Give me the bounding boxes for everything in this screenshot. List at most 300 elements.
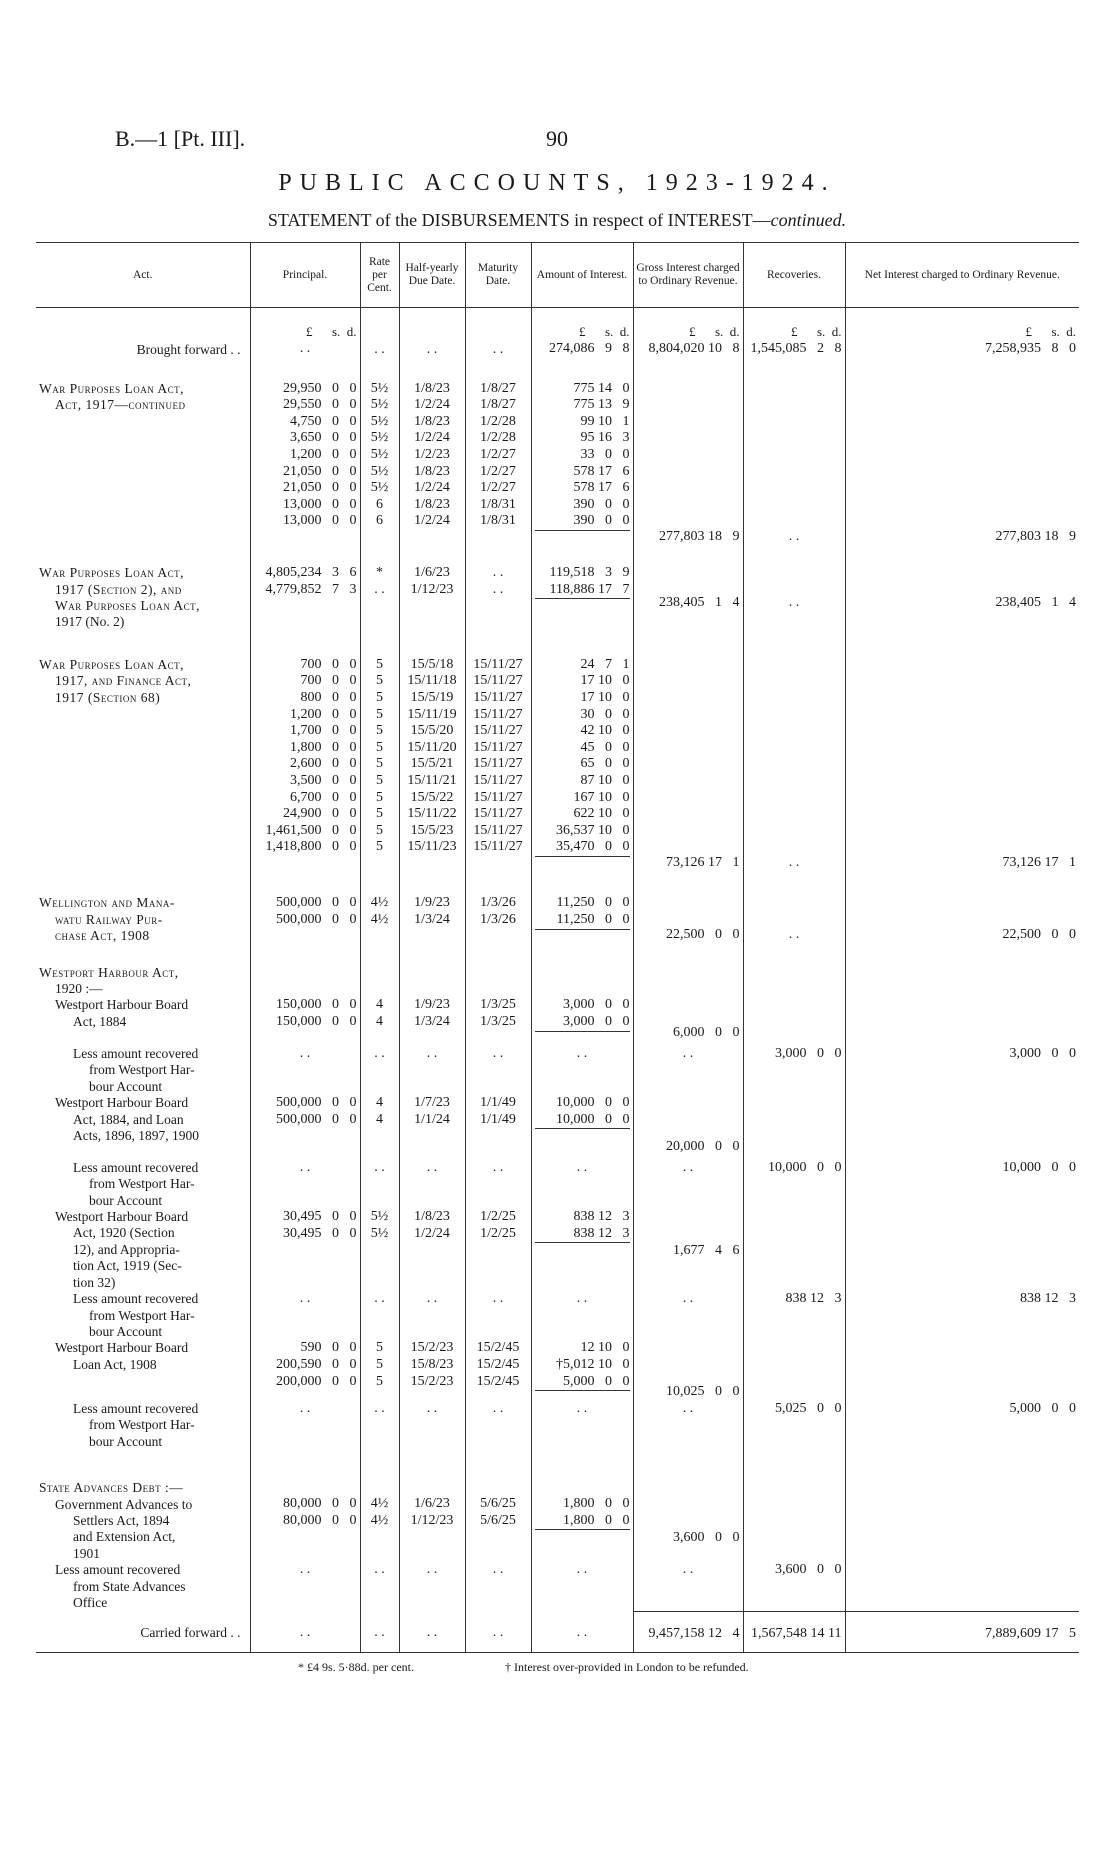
cell: 5 [376, 839, 383, 855]
cell: 15/11/27 [473, 690, 523, 705]
cell: 1,800 0 0 [290, 739, 357, 755]
cell: 5 [376, 723, 383, 739]
cell: 1,200 0 0 [290, 706, 357, 722]
cell: . . [788, 927, 800, 943]
less-line: bour Account [89, 1433, 163, 1449]
cell: 1/8/23 [414, 1209, 450, 1225]
cell: . . [576, 1562, 588, 1578]
cell: . . [576, 1291, 588, 1307]
cell: 36,537 10 0 [556, 822, 630, 838]
cell: 3,650 0 0 [290, 430, 357, 446]
cell: . . [299, 1625, 311, 1641]
cell: 15/5/21 [410, 756, 454, 772]
cell: . . [682, 1291, 694, 1307]
recoveries-value: 3,600 0 0 [775, 1562, 842, 1578]
cell: 15/11/27 [473, 822, 523, 838]
cell: 15/2/45 [476, 1340, 520, 1356]
cell: 6 [376, 513, 383, 529]
cell: 15/11/27 [473, 789, 523, 805]
col-recoveries: Recoveries. [743, 243, 845, 308]
cell: 21,050 0 0 [283, 480, 357, 496]
carried-forward-row [36, 1611, 1079, 1652]
gross-total: 6,000 0 0 [673, 1025, 740, 1041]
cell: 1/12/23 [410, 1512, 454, 1528]
cell: . . [492, 342, 504, 357]
act-line: Act, 1884 [73, 1013, 127, 1029]
cell: 4 [376, 1014, 383, 1030]
net-total: 3,000 0 0 [1009, 1046, 1076, 1062]
cell: 1/2/23 [414, 446, 450, 462]
gross-total: 9,457,158 12 4 [648, 1625, 740, 1641]
cell: 5 [376, 739, 383, 755]
cell: . . [492, 1291, 504, 1307]
cell: . . [426, 1562, 438, 1578]
act-line: Acts, 1896, 1897, 1900 [73, 1128, 199, 1144]
gross-total: 3,600 0 0 [673, 1530, 740, 1546]
unit-label: £ s. d. [1025, 324, 1076, 339]
act-line: 1901 [73, 1545, 100, 1561]
act-line: Wellington and Mana- [39, 895, 175, 911]
cell: 1/6/23 [414, 565, 450, 581]
cell: 5 [376, 1373, 383, 1389]
brought-forward-label: Brought forward . . [136, 342, 241, 357]
cell: 1,800 0 0 [535, 1513, 630, 1531]
cell: . . [492, 1625, 504, 1641]
section-war-finance-1917 [36, 631, 1079, 872]
cell: 4½ [370, 1496, 389, 1512]
cell: 5½ [370, 463, 389, 479]
cell: 390 0 0 [573, 496, 630, 512]
cell: 8,804,020 10 8 [648, 340, 740, 356]
cell: 29,550 0 0 [283, 397, 357, 413]
cell: 4 [376, 1095, 383, 1111]
act-line: Westport Harbour Board [55, 1209, 189, 1225]
cell: 1/1/49 [480, 1095, 516, 1111]
cell: 15/11/27 [473, 706, 523, 722]
cell: 5 [376, 806, 383, 822]
cell: 15/11/20 [407, 739, 457, 755]
act-line: Government Advances to [55, 1496, 193, 1512]
cell: 42 10 0 [580, 723, 630, 739]
cell: 1/7/23 [414, 1095, 450, 1111]
cell: 11,250 0 0 [556, 895, 630, 911]
col-due-date: Half-yearly Due Date. [399, 243, 465, 308]
footnote-star: * £4 9s. 5·88d. per cent. [298, 1660, 414, 1674]
cell: . . [374, 1562, 385, 1578]
cell: 200,590 0 0 [276, 1356, 357, 1372]
cell: . . [426, 1400, 438, 1416]
cell: * [376, 565, 383, 581]
less-line: from Westport Har- [89, 1176, 195, 1192]
cell: 1/2/24 [414, 1225, 450, 1241]
cell: 390 0 0 [535, 513, 630, 531]
cell: 1/8/23 [414, 380, 450, 396]
cell: 33 0 0 [580, 446, 630, 462]
cell: 5 [376, 706, 383, 722]
cell: . . [682, 1562, 694, 1578]
cell: 167 10 0 [573, 789, 630, 805]
cell: 1/1/24 [414, 1111, 450, 1127]
carried-forward-label: Carried forward . . [140, 1625, 241, 1641]
cell: 15/11/27 [473, 739, 523, 755]
cell: . . [682, 1046, 694, 1062]
cell: 1/2/24 [414, 513, 450, 529]
section-wellington [36, 871, 1079, 944]
act-line: 12), and Appropria- [73, 1241, 180, 1257]
westport-group-1908 [36, 1340, 1079, 1401]
cell: 1/8/31 [480, 496, 516, 512]
cell: 5 [376, 1356, 383, 1372]
cell: 150,000 0 0 [276, 997, 357, 1013]
cell: 3,000 0 0 [563, 997, 630, 1013]
cell: . . [492, 581, 504, 597]
act-line: 1920 :— [55, 981, 103, 997]
cell: 1/8/23 [414, 463, 450, 479]
cell: 1/8/23 [414, 413, 450, 429]
cell: . . [492, 1046, 504, 1062]
cell: 15/11/27 [473, 673, 523, 689]
cell: 5 [376, 1340, 383, 1356]
net-total: 838 12 3 [1020, 1291, 1076, 1307]
cell: 5 [376, 772, 383, 788]
cell: 590 0 0 [300, 1340, 357, 1356]
act-line: War Purposes Loan Act, [55, 598, 201, 613]
cell: 13,000 0 0 [283, 513, 357, 529]
cell: 1/9/23 [414, 895, 450, 911]
col-gross: Gross Interest charged to Ordinary Revenue. [633, 243, 743, 308]
cell: 1,461,500 0 0 [265, 822, 357, 838]
less-line: Less amount recovered [73, 1291, 199, 1307]
net-total: 22,500 0 0 [1002, 927, 1076, 943]
cell: 21,050 0 0 [283, 463, 357, 479]
cell: 1/2/24 [414, 480, 450, 496]
cell: 4 [376, 997, 383, 1013]
cell: 4½ [370, 912, 389, 927]
cell: . . [576, 1046, 588, 1062]
cell: 1/2/27 [480, 463, 516, 479]
unit-label: £ s. d. [790, 324, 842, 339]
cell: 1,200 0 0 [290, 446, 357, 462]
cell: 1/8/23 [414, 496, 450, 512]
cell: . . [492, 1400, 504, 1416]
less-line: bour Account [89, 1323, 163, 1339]
westport-group-1920 [36, 1209, 1079, 1291]
cell: . . [299, 1400, 311, 1416]
cell: . . [492, 565, 504, 581]
cell: . . [576, 1625, 588, 1641]
less-line: bour Account [89, 1078, 163, 1094]
cell: 10,000 0 0 [535, 1112, 630, 1130]
recoveries-value: 10,000 0 0 [768, 1159, 842, 1175]
cell: 15/5/22 [410, 789, 454, 805]
cell: 65 0 0 [580, 756, 630, 772]
cell: 15/5/20 [410, 723, 454, 739]
cell: 80,000 0 0 [283, 1496, 357, 1512]
cell: 700 0 0 [300, 673, 357, 689]
cell: 4 [376, 1111, 383, 1127]
cell: 99 10 1 [580, 413, 630, 429]
cell: 5 [376, 756, 383, 772]
cell: 775 13 9 [573, 397, 630, 413]
cell: 5½ [370, 380, 389, 396]
less-line: from State Advances [73, 1578, 186, 1594]
act-line: 1917 (Section 68) [55, 689, 161, 705]
net-total: 5,000 0 0 [1009, 1400, 1076, 1416]
cell: 30,495 0 0 [283, 1225, 357, 1241]
cell: 200,000 0 0 [276, 1373, 357, 1389]
cell: 15/11/27 [473, 806, 523, 822]
cell: 5½ [370, 480, 389, 496]
recoveries-value: 3,000 0 0 [775, 1046, 842, 1062]
act-line: Act, 1884, and Loan [73, 1111, 184, 1127]
recoveries-value: 838 12 3 [785, 1291, 842, 1307]
less-line: Less amount recovered [73, 1046, 199, 1062]
cell: 12 10 0 [580, 1340, 630, 1356]
net-total: 73,126 17 1 [1002, 854, 1076, 870]
cell: . . [374, 342, 385, 357]
act-line: Westport Harbour Board [55, 1340, 189, 1356]
act-line: 1917 (No. 2) [55, 614, 125, 630]
cell: 15/11/27 [473, 656, 523, 672]
cell: 500,000 0 0 [276, 895, 357, 911]
page-number: 90 [546, 126, 568, 151]
act-line: tion Act, 1919 (Sec- [73, 1258, 182, 1274]
cell: 29,950 0 0 [283, 380, 357, 396]
cell: . . [374, 1159, 385, 1175]
westport-group-loan-acts [36, 1095, 1079, 1156]
state-advances-row [36, 1450, 1079, 1562]
cell: . . [426, 1159, 438, 1175]
act-line: Westport Harbour Act, [39, 964, 179, 980]
cell: . . [299, 1291, 311, 1307]
cell: 15/11/27 [473, 772, 523, 788]
col-interest: Amount of Interest. [531, 243, 633, 308]
cell: 5/6/25 [480, 1512, 516, 1528]
cell: 4½ [370, 1512, 389, 1528]
cell: 15/5/23 [410, 822, 454, 838]
cell: 6,700 0 0 [290, 789, 357, 805]
cell: 17 10 0 [580, 673, 630, 689]
gross-total: 277,803 18 9 [659, 528, 740, 544]
less-line: Less amount recovered [55, 1562, 181, 1578]
cell: 15/11/27 [473, 723, 523, 739]
cell: 15/2/23 [410, 1373, 454, 1389]
cell: 5½ [370, 1225, 389, 1241]
recoveries-value: 5,025 0 0 [775, 1400, 842, 1416]
gross-total: 20,000 0 0 [666, 1139, 740, 1155]
cell: 622 10 0 [573, 806, 630, 822]
cell: 1/8/27 [480, 380, 516, 396]
col-principal: Principal. [250, 243, 360, 308]
cell: 17 10 0 [580, 690, 630, 705]
cell: 775 14 0 [573, 380, 630, 396]
act-line: tion 32) [73, 1274, 116, 1290]
gross-total: 238,405 1 4 [659, 595, 740, 611]
page-title: PUBLIC ACCOUNTS, 1923-1924. [278, 170, 836, 196]
cell: 578 17 6 [573, 480, 630, 496]
cell: 1/3/25 [480, 997, 516, 1013]
act-line: chase Act, 1908 [55, 928, 150, 944]
westport-less-1908 [36, 1401, 1079, 1450]
act-line: Act, 1920 (Section [73, 1225, 175, 1241]
cell: 1/8/27 [480, 397, 516, 413]
cell: 5 [376, 690, 383, 705]
cell: 1,800 0 0 [563, 1496, 630, 1512]
act-line: 1917 (Section 2), and [55, 581, 182, 597]
cell: . . [299, 1562, 311, 1578]
cell: 1/2/25 [480, 1225, 516, 1241]
cell: 1/2/28 [480, 430, 516, 446]
cell: 500,000 0 0 [276, 912, 357, 927]
net-total: 10,000 0 0 [1002, 1159, 1076, 1175]
act-line: War Purposes Loan Act, [39, 380, 185, 396]
less-line: Less amount recovered [73, 1159, 199, 1175]
cell: . . [426, 1291, 438, 1307]
cell: 1,545,085 2 8 [750, 340, 842, 356]
cell: 2,600 0 0 [290, 756, 357, 772]
cell: 15/2/45 [476, 1356, 520, 1372]
cell: 6 [376, 496, 383, 512]
act-line: Westport Harbour Board [55, 1095, 189, 1111]
cell: . . [788, 595, 800, 611]
act-line: Act, 1917—continued [55, 397, 186, 412]
cell: 5,000 0 0 [535, 1374, 630, 1392]
less-line: bour Account [89, 1192, 163, 1208]
cell: 1/2/28 [480, 413, 516, 429]
cell: 1/3/26 [480, 895, 516, 911]
cell: 118,886 17 7 [535, 582, 630, 600]
act-line: Settlers Act, 1894 [73, 1512, 170, 1528]
cell: 4,750 0 0 [290, 413, 357, 429]
cell: . . [426, 342, 438, 357]
unit-label: £ s. d. [688, 324, 740, 339]
cell: 578 17 6 [573, 463, 630, 479]
cell: . . [374, 1291, 385, 1307]
cell: 15/11/23 [407, 839, 457, 855]
statement-subtitle: STATEMENT of the DISBURSEMENTS in respect of INTEREST—continued. [267, 210, 847, 230]
less-line: Office [73, 1594, 108, 1610]
cell: 1/3/26 [480, 912, 516, 927]
cell: . . [788, 854, 800, 870]
cell: 1/12/23 [410, 581, 454, 597]
cell: . . [426, 1046, 438, 1062]
cell: 30 0 0 [580, 706, 630, 722]
cell: 5/6/25 [480, 1496, 516, 1512]
cell: 1/2/24 [414, 397, 450, 413]
cell: 15/2/45 [476, 1373, 520, 1389]
cell: 24,900 0 0 [283, 806, 357, 822]
less-line: from Westport Har- [89, 1062, 195, 1078]
cell: 500,000 0 0 [276, 1111, 357, 1127]
report-reference: B.—1 [Pt. III]. [115, 126, 246, 151]
cell: 15/11/18 [407, 673, 457, 689]
cell: 15/8/23 [410, 1356, 454, 1372]
cell: 1/2/24 [414, 430, 450, 446]
cell: 35,470 0 0 [535, 839, 630, 857]
net-total: 238,405 1 4 [995, 595, 1076, 611]
westport-heading-row [36, 945, 1079, 998]
interest-statement-table [36, 242, 1079, 1653]
cell: . . [576, 1159, 588, 1175]
unit-label: £ s. d. [578, 324, 630, 339]
cell: 95 16 3 [580, 430, 630, 446]
cell: 15/5/19 [410, 690, 454, 705]
cell: 274,086 9 8 [549, 340, 630, 356]
act-line: and Extension Act, [73, 1529, 176, 1545]
cell: 4,779,852 7 3 [265, 581, 357, 597]
col-act: Act. [36, 243, 250, 308]
act-line: 1917, and Finance Act, [55, 673, 192, 689]
westport-less-1884 [36, 1042, 1079, 1095]
cell: 1/2/27 [480, 446, 516, 462]
state-advances-less-row [36, 1562, 1079, 1611]
cell: 500,000 0 0 [276, 1095, 357, 1111]
cell: 5 [376, 673, 383, 689]
cell: . . [374, 1046, 385, 1062]
cell: 1/3/24 [414, 1014, 450, 1030]
cell: 4½ [370, 895, 389, 911]
cell: 5½ [370, 446, 389, 462]
cell: 1/3/25 [480, 1014, 516, 1030]
cell: . . [374, 581, 385, 597]
footnote-dagger: † Interest over-provided in London to be refunded. [505, 1660, 749, 1674]
cell: 150,000 0 0 [276, 1014, 357, 1030]
cell: 3,000 0 0 [535, 1014, 630, 1032]
cell: 1,700 0 0 [290, 723, 357, 739]
cell: 1/6/23 [414, 1496, 450, 1512]
cell: 1/2/27 [480, 480, 516, 496]
cell: 5½ [370, 397, 389, 413]
westport-group-1884 [36, 997, 1079, 1042]
cell: 5½ [370, 413, 389, 429]
gross-total: 73,126 17 1 [666, 854, 740, 870]
cell: 15/2/23 [410, 1340, 454, 1356]
cell: . . [788, 528, 800, 544]
cell: 13,000 0 0 [283, 496, 357, 512]
cell: 838 12 3 [535, 1226, 630, 1244]
cell: 11,250 0 0 [535, 912, 630, 930]
cell: 7,258,935 8 0 [985, 340, 1076, 356]
westport-less-loan-acts [36, 1156, 1079, 1209]
col-maturity: Maturity Date. [465, 243, 531, 308]
cell: 1/3/24 [414, 912, 450, 927]
cell: 5½ [370, 1209, 389, 1225]
act-line: watu Railway Pur- [55, 911, 163, 927]
cell: 15/11/19 [407, 706, 457, 722]
cell: 15/11/27 [473, 756, 523, 772]
cell: 5 [376, 789, 383, 805]
cell: . . [374, 1625, 385, 1641]
cell: 80,000 0 0 [283, 1512, 357, 1528]
cell: 1/2/25 [480, 1209, 516, 1225]
cell: 45 0 0 [580, 739, 630, 755]
cell: . . [299, 1046, 311, 1062]
cell: 5 [376, 656, 383, 672]
act-line: War Purposes Loan Act, [39, 656, 185, 672]
cell: 87 10 0 [580, 772, 630, 788]
cell: 15/11/22 [407, 806, 457, 822]
cell: 838 12 3 [573, 1209, 630, 1225]
column-header-row [36, 243, 1079, 308]
cell: . . [682, 1159, 694, 1175]
cell: 15/5/18 [410, 656, 454, 672]
cell: . . [299, 340, 311, 356]
cell: 3,500 0 0 [290, 772, 357, 788]
less-line: Less amount recovered [73, 1400, 199, 1416]
cell: . . [299, 1159, 311, 1175]
section-war-1917 [36, 359, 1079, 546]
cell: 700 0 0 [300, 656, 357, 672]
